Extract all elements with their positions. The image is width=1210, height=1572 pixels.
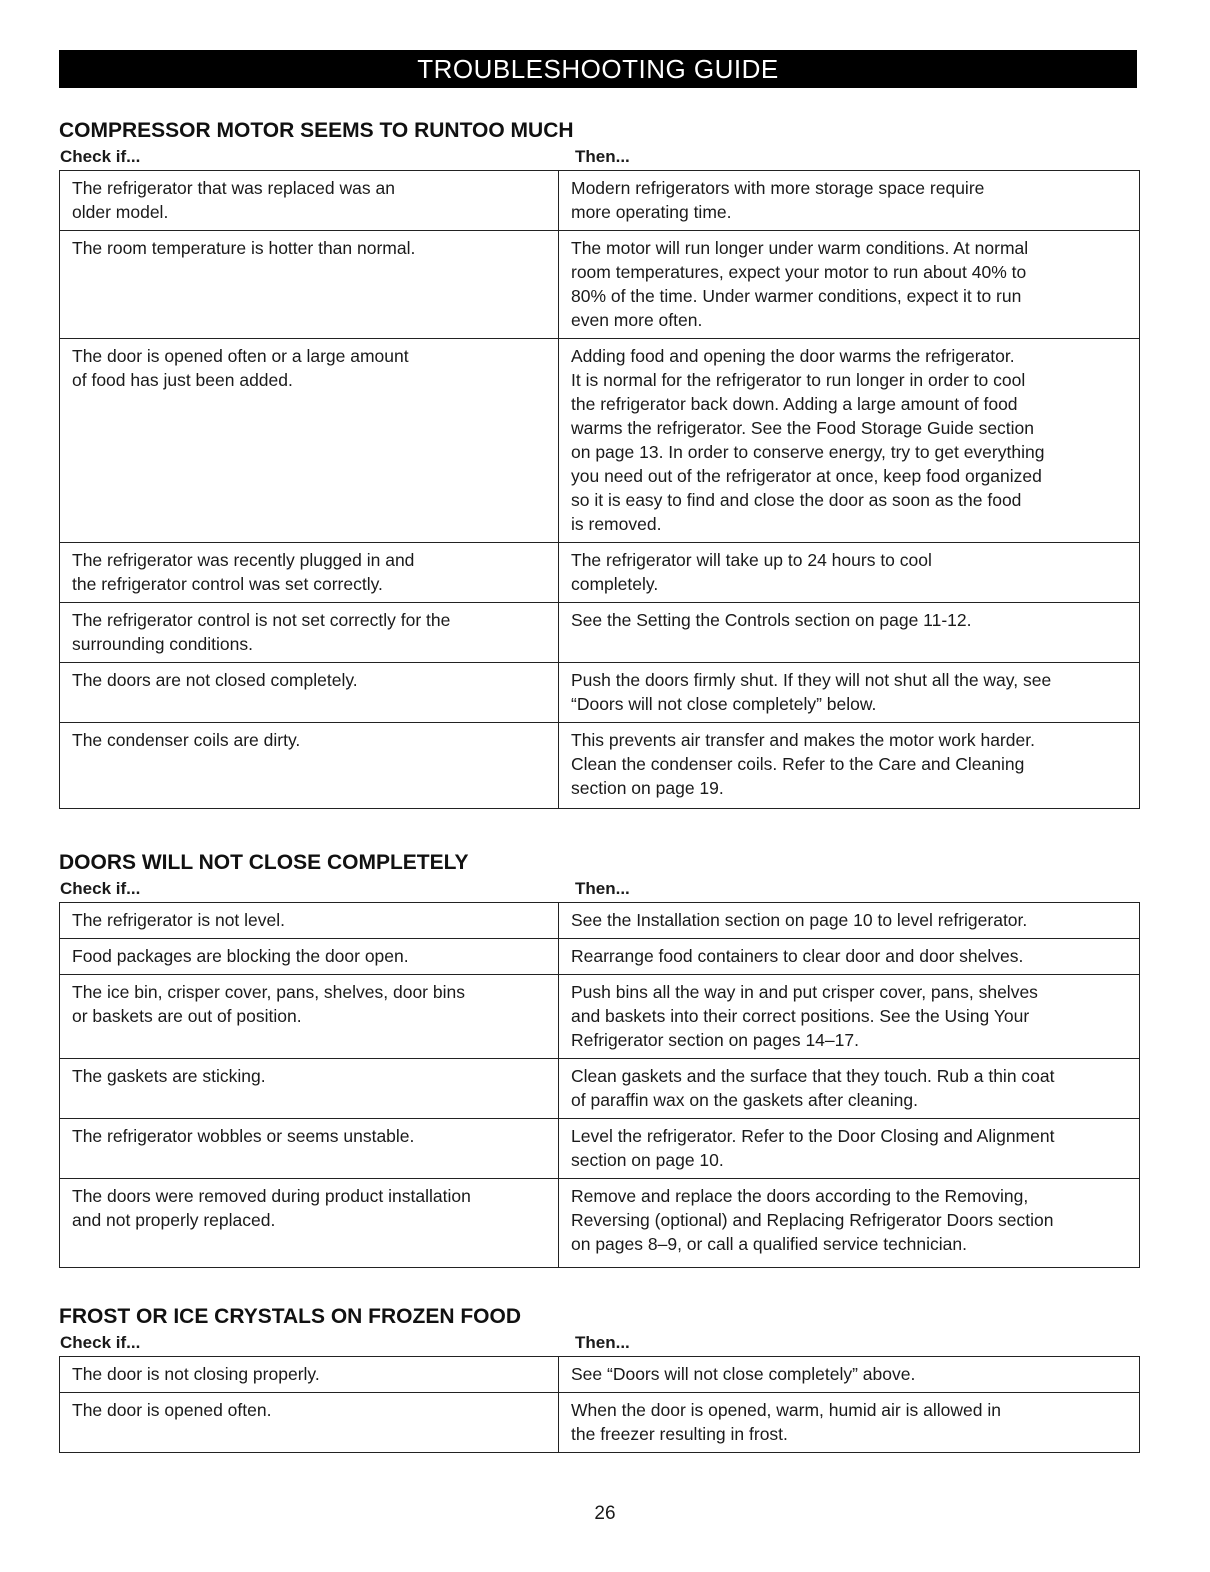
check-cell: The gaskets are sticking. (60, 1059, 559, 1119)
page-number: 26 (594, 1503, 616, 1524)
section-title: FROST OR ICE CRYSTALS ON FROZEN FOOD (59, 1305, 521, 1328)
check-cell: The room temperature is hotter than normal. (60, 231, 559, 339)
table-row (60, 975, 1140, 1059)
table-row (60, 1393, 1140, 1453)
then-cell: Adding food and opening the door warms the refrigerator. It is normal for the refrigerator to run longer in order to cool the refrigerator back down. Adding a large amount of food warms the refrigerator. See the Food Storage Guide section on page 13. In order to conserve energy, try to get everything you need out of the refrigerator at once, keep food organized so it is easy to find and close the door as soon as the food is removed. (559, 339, 1140, 543)
troubleshooting-table (59, 170, 1140, 809)
check-if-header: Check if... (60, 1333, 141, 1352)
then-cell: Rearrange food containers to clear door and door shelves. (559, 939, 1140, 975)
check-cell: The doors are not closed completely. (60, 663, 559, 723)
table-row (60, 1179, 1140, 1268)
then-cell: See “Doors will not close completely” above. (559, 1357, 1140, 1393)
table-row (60, 1059, 1140, 1119)
check-cell: The refrigerator that was replaced was an older model. (60, 171, 559, 231)
table-row (60, 231, 1140, 339)
then-cell: This prevents air transfer and makes the motor work harder. Clean the condenser coils. Refer to the Care and Cleaning section on page 19. (559, 723, 1140, 809)
then-header: Then... (575, 1333, 630, 1352)
table-row (60, 543, 1140, 603)
then-cell: Push the doors firmly shut. If they will not shut all the way, see “Doors will not close completely” below. (559, 663, 1140, 723)
then-cell: Push bins all the way in and put crisper cover, pans, shelves and baskets into their correct positions. See the Using Your Refrigerator section on pages 14–17. (559, 975, 1140, 1059)
table-row (60, 903, 1140, 939)
column-headers (59, 1330, 1137, 1356)
then-cell: Clean gaskets and the surface that they touch. Rub a thin coat of paraffin wax on the gaskets after cleaning. (559, 1059, 1140, 1119)
then-header: Then... (575, 147, 630, 166)
then-cell: Remove and replace the doors according to the Removing, Reversing (optional) and Replacing Refrigerator Doors section on pages 8–9, or call a qualified service technician. (559, 1179, 1140, 1268)
then-cell: See the Setting the Controls section on page 11-12. (559, 603, 1140, 663)
column-headers (59, 144, 1137, 170)
then-cell: Level the refrigerator. Refer to the Door Closing and Alignment section on page 10. (559, 1119, 1140, 1179)
section-title: DOORS WILL NOT CLOSE COMPLETELY (59, 851, 469, 874)
section-frost (59, 1304, 1137, 1453)
table-row (60, 603, 1140, 663)
check-cell: The door is opened often or a large amount of food has just been added. (60, 339, 559, 543)
troubleshooting-table (59, 902, 1140, 1268)
table-row (60, 339, 1140, 543)
table-row (60, 939, 1140, 975)
check-cell: The ice bin, crisper cover, pans, shelves, door bins or baskets are out of position. (60, 975, 559, 1059)
then-cell: See the Installation section on page 10 to level refrigerator. (559, 903, 1140, 939)
section-compressor (59, 118, 1137, 809)
table-row (60, 1357, 1140, 1393)
check-cell: The doors were removed during product installation and not properly replaced. (60, 1179, 559, 1268)
then-cell: The refrigerator will take up to 24 hours to cool completely. (559, 543, 1140, 603)
section-title: COMPRESSOR MOTOR SEEMS TO RUNTOO MUCH (59, 119, 574, 142)
then-cell: When the door is opened, warm, humid air is allowed in the freezer resulting in frost. (559, 1393, 1140, 1453)
check-cell: Food packages are blocking the door open. (60, 939, 559, 975)
check-cell: The refrigerator is not level. (60, 903, 559, 939)
column-headers (59, 876, 1137, 902)
section-doors (59, 850, 1137, 1268)
check-if-header: Check if... (60, 879, 141, 898)
table-row (60, 723, 1140, 809)
check-cell: The refrigerator wobbles or seems unstable. (60, 1119, 559, 1179)
then-cell: The motor will run longer under warm conditions. At normal room temperatures, expect your motor to run about 40% to 80% of the time. Under warmer conditions, expect it to run even more often. (559, 231, 1140, 339)
then-header: Then... (575, 879, 630, 898)
table-row (60, 663, 1140, 723)
then-cell: Modern refrigerators with more storage space require more operating time. (559, 171, 1140, 231)
troubleshooting-table (59, 1356, 1140, 1453)
check-cell: The condenser coils are dirty. (60, 723, 559, 809)
page-banner: TROUBLESHOOTING GUIDE (59, 50, 1137, 88)
check-cell: The door is opened often. (60, 1393, 559, 1453)
table-row (60, 171, 1140, 231)
check-if-header: Check if... (60, 147, 141, 166)
check-cell: The refrigerator control is not set correctly for the surrounding conditions. (60, 603, 559, 663)
table-row (60, 1119, 1140, 1179)
check-cell: The refrigerator was recently plugged in and the refrigerator control was set correctly. (60, 543, 559, 603)
check-cell: The door is not closing properly. (60, 1357, 559, 1393)
